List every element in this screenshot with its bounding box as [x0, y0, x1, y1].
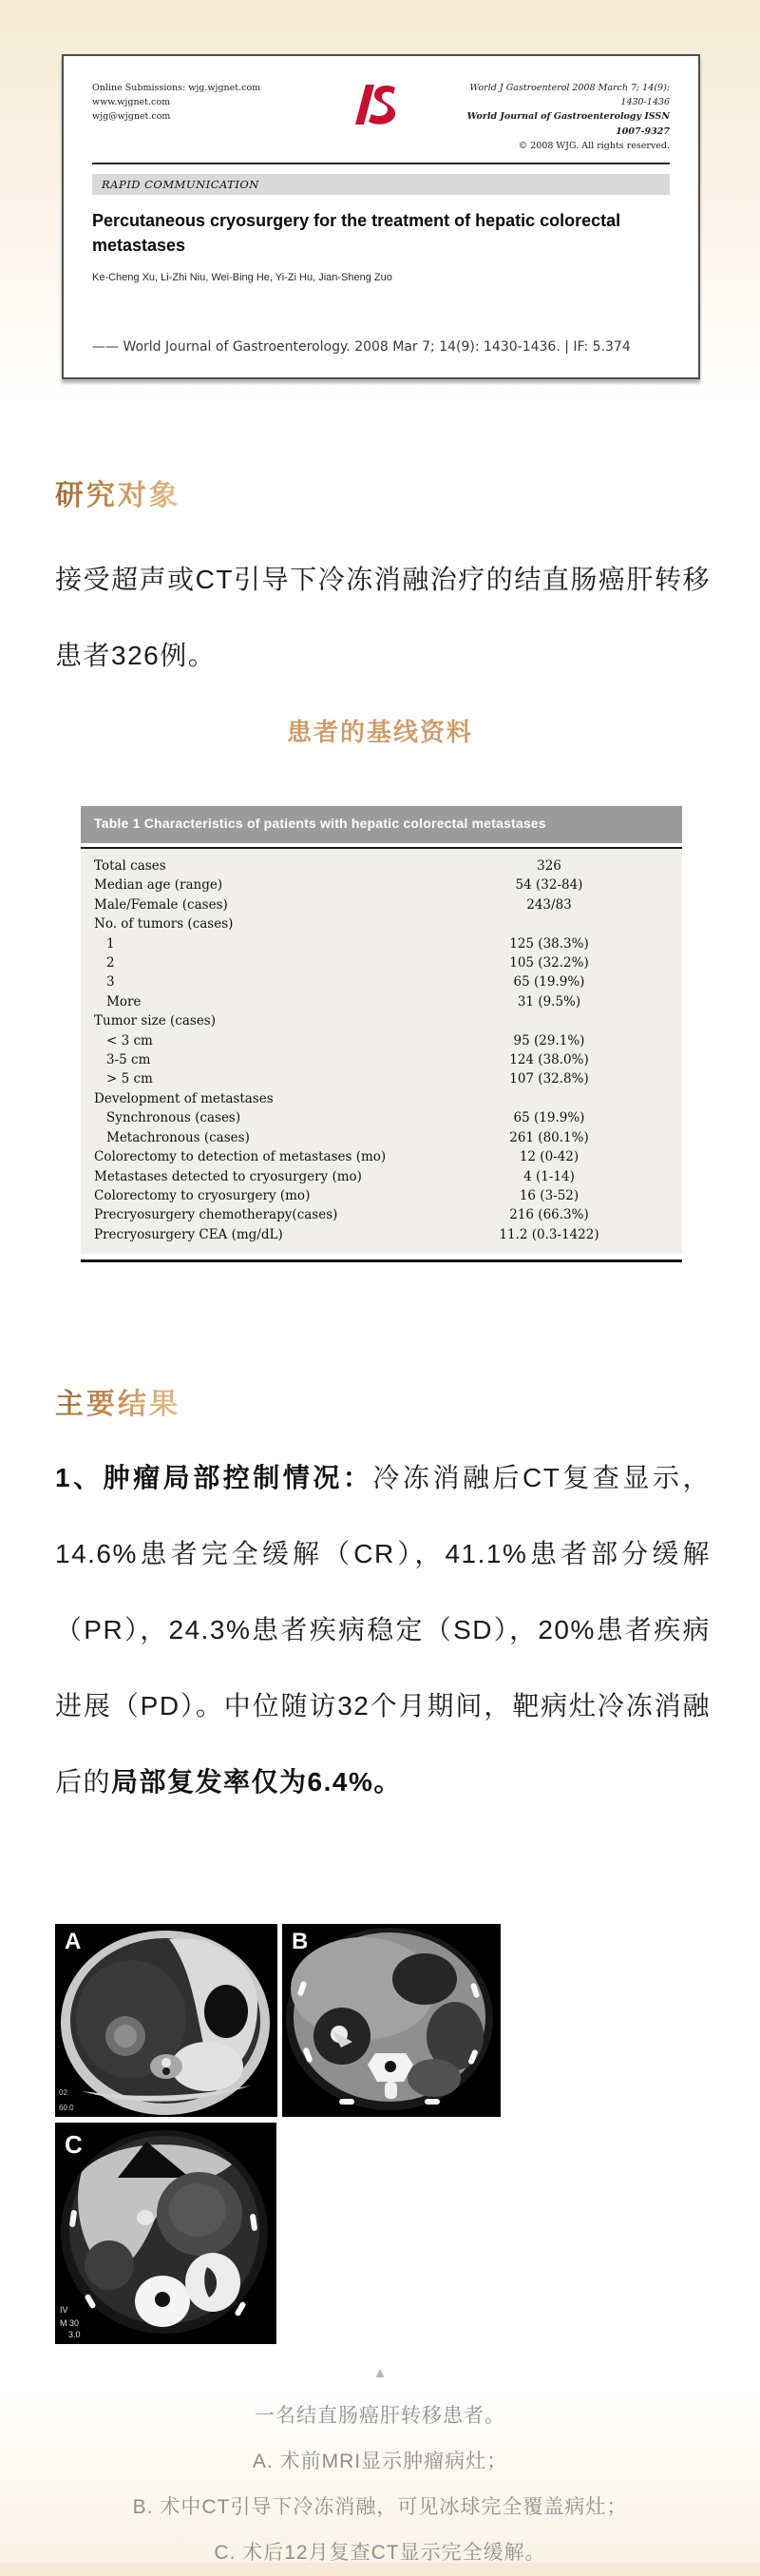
table-row-value: 107 (32.8%): [509, 1071, 589, 1087]
table-row-label: Precryosurgery CEA (mg/dL): [94, 1226, 283, 1242]
table-row-value: 243/83: [526, 896, 572, 913]
panel-label: C: [65, 2130, 83, 2159]
table-title: Table 1 Characteristics of patients with hepatic colorectal metastases: [81, 806, 682, 843]
table-row-label: Colorectomy to detection of metastases (mo): [94, 1149, 387, 1165]
caption-line: C. 术后12月复查CT显示完全缓解。: [214, 2542, 546, 2564]
article-citation: —— World Journal of Gastroenterology. 2008 Mar 7; 14(9): 1430-1436. | IF: 5.374: [92, 339, 631, 355]
logo-container: [292, 81, 449, 126]
wjg-logo-icon: [340, 83, 401, 126]
table-row: [81, 1205, 682, 1224]
table-row-value: 4 (1-14): [523, 1168, 575, 1184]
table-row-value: [454, 914, 644, 933]
ct-image-b: [282, 1924, 501, 2117]
table-row-label: Total cases: [94, 858, 166, 874]
caption-line: A. 术前MRI显示肿瘤病灶；: [252, 2451, 508, 2472]
table-row-label: Metastases detected to cryosurgery (mo): [94, 1168, 362, 1184]
table-row-value: 54 (32-84): [515, 877, 583, 894]
table-row-value: [454, 1011, 644, 1030]
table-row-value: 65 (19.9%): [513, 1110, 585, 1126]
caption-line: 一名结直肠癌肝转移患者。: [255, 2405, 505, 2427]
up-triangle-icon: ▲: [372, 2365, 388, 2381]
table-row: [81, 1031, 682, 1050]
table-row: [81, 1089, 682, 1108]
issue-line: World J Gastroenterol 2008 March 7; 14(9): 1430-1436: [469, 83, 670, 108]
mri-image-a: [55, 1924, 277, 2117]
issue-line: World Journal of Gastroenterology ISSN 1007-9327: [466, 111, 670, 137]
submission-line: www.wjgnet.com: [92, 97, 171, 108]
study-paragraph: 接受超声或CT引导下冷冻消融治疗的结直肠癌肝转移患者326例。: [55, 565, 711, 670]
ct-image-c: [55, 2123, 276, 2344]
issue-info: [449, 81, 670, 153]
table-row-value: [454, 1089, 644, 1108]
table-row: [81, 1186, 682, 1205]
table-row-value: 31 (9.5%): [517, 993, 581, 1009]
scan-corner-text: 02: [59, 2088, 67, 2097]
table-row: [81, 1225, 682, 1244]
table-row-value: 216 (66.3%): [509, 1207, 589, 1223]
scan-corner-text: 3.0: [68, 2330, 81, 2339]
results-section-heading: 主要结果: [55, 1380, 180, 1422]
table-row-value: 125 (38.3%): [509, 935, 589, 952]
table-row-label: 3: [106, 974, 115, 990]
results-text-segment: 冷冻消融后CT复查显示，14.6%患者完全缓解（CR），41.1%患者部分缓解（PR），24.3%患者疾病稳定（SD），20%患者疾病进展（PD）。中位随访32个月期间，靶病灶冷冻消融后的: [55, 1463, 711, 1797]
table-row-label: Median age (range): [94, 877, 223, 894]
results-bold-segment: 局部复发率仅为6.4%。: [111, 1767, 402, 1797]
figure-panels: [55, 1924, 502, 2344]
table-row-value: 12 (0-42): [519, 1149, 580, 1165]
table-row-value: 105 (32.2%): [509, 955, 589, 971]
table-row: [81, 1011, 682, 1030]
table-row-value: 95 (29.1%): [513, 1032, 585, 1048]
caption-line: B. 术中CT引导下冷冻消融，可见冰球完全覆盖病灶；: [132, 2496, 628, 2518]
table-row-label: Tumor size (cases): [94, 1013, 216, 1029]
table-row-value: 16 (3-52): [519, 1187, 580, 1203]
table-row-value: 326: [537, 858, 561, 874]
table-row: [81, 875, 682, 894]
table-row-label: Precryosurgery chemotherapy(cases): [94, 1207, 338, 1223]
submission-line: Online Submissions: wjg.wjgnet.com: [92, 83, 261, 93]
study-section-heading: 研究对象: [55, 471, 180, 513]
section-banner: RAPID COMMUNICATION: [92, 174, 670, 195]
table-row-label: No. of tumors (cases): [94, 916, 234, 932]
table-row-label: 1: [106, 935, 115, 952]
submission-info: [92, 81, 292, 125]
journal-article-card: [62, 54, 700, 379]
table-row-label: Development of metastases: [94, 1090, 274, 1106]
scan-corner-text: M 30: [60, 2318, 80, 2328]
table-body: [81, 847, 682, 1254]
table-row: [81, 1167, 682, 1186]
baseline-subheading: 患者的基线资料: [286, 718, 473, 746]
results-bold-segment: 1、肿瘤局部控制情况：: [55, 1463, 373, 1492]
table-row-label: Male/Female (cases): [94, 896, 228, 913]
results-paragraph: [55, 1440, 711, 1820]
journal-card-header: [64, 56, 698, 161]
table-row-label: 3-5 cm: [106, 1052, 151, 1068]
table-row: [81, 1108, 682, 1127]
scan-corner-text: IV: [60, 2305, 68, 2315]
figure-caption: [0, 2393, 760, 2576]
table-row-value: 124 (38.0%): [509, 1052, 589, 1068]
panel-label: B: [292, 1929, 309, 1954]
table-row-label: Colorectomy to cryosurgery (mo): [94, 1187, 311, 1203]
table-row-label: < 3 cm: [106, 1032, 153, 1048]
table-row: [81, 972, 682, 991]
article-authors: Ke-Cheng Xu, Li-Zhi Niu, Wei-Bing He, Yi-Zi Hu, Jian-Sheng Zuo: [92, 272, 392, 284]
table-1: [81, 806, 682, 1262]
article-title: Percutaneous cryosurgery for the treatment of hepatic colorectal metastases: [92, 210, 621, 256]
table-row: [81, 1128, 682, 1147]
table-row: [81, 856, 682, 875]
table-row: [81, 1050, 682, 1069]
table-row: [81, 1069, 682, 1088]
scan-corner-text: 60.0: [59, 2104, 74, 2112]
issue-line: © 2008 WJG. All rights reserved.: [518, 140, 670, 151]
table-row: [81, 895, 682, 914]
table-row: [81, 992, 682, 1011]
table-row: [81, 934, 682, 953]
table-row-value: 261 (80.1%): [509, 1129, 589, 1145]
table-row-label: > 5 cm: [106, 1071, 153, 1087]
table-row: [81, 914, 682, 933]
table-row: [81, 1147, 682, 1166]
table-row-label: 2: [106, 955, 115, 971]
panel-label: A: [65, 1929, 82, 1954]
table-row-value: 11.2 (0.3-1422): [499, 1226, 599, 1242]
submission-line: wjg@wjgnet.com: [92, 111, 171, 123]
table-row-label: Metachronous (cases): [106, 1129, 250, 1145]
table-row-label: More: [106, 993, 142, 1009]
table-row-label: Synchronous (cases): [106, 1110, 241, 1126]
table-row: [81, 953, 682, 972]
table-bottom-rule: [81, 1259, 682, 1262]
header-divider: [92, 163, 670, 164]
table-row-value: 65 (19.9%): [513, 974, 585, 990]
